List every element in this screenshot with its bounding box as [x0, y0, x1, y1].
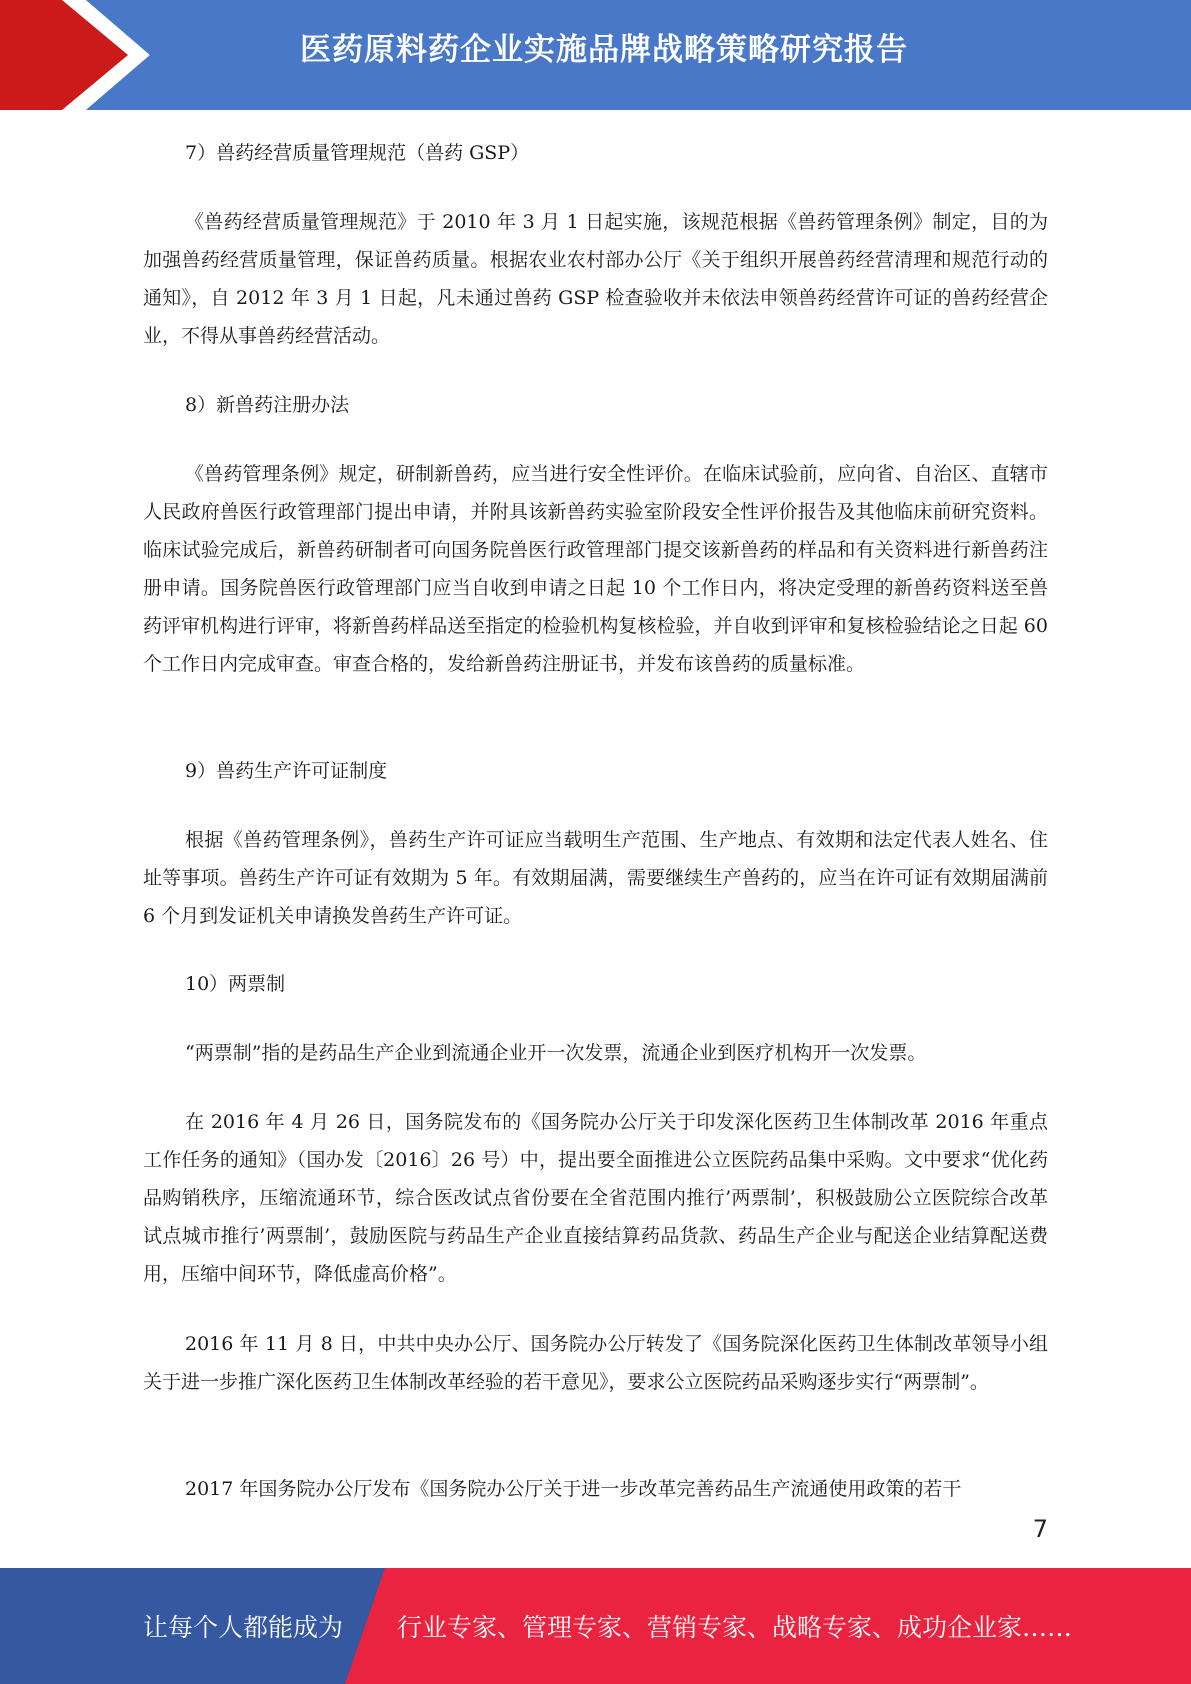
section-heading-new-vet-drug: 8）新兽药注册办法: [185, 394, 350, 416]
page-number: 7: [1032, 1515, 1048, 1543]
paragraph-two-invoice-2016-april: 在 2016 年 4 月 26 日，国务院发布的《国务院办公厅关于印发深化医药卫生体制改革 2016 年重点工作任务的通知》（国办发〔2016〕26 号）中，提出要全面推进公立医院药品集中采购。文中要求“优化药品购销秩序，压缩流通环节，综合医改试点省份要在全省范围内推行’两票制’，积极鼓励公立医院综合改革试点城市推行’两票制’，鼓励医院与药品生产企业直接结算药品货款、药品生产企业与配送企业结算配送费用，压缩中间环节，降低虚高价格”。: [143, 1111, 1048, 1285]
paragraph-two-invoice-definition: “两票制”指的是药品生产企业到流通企业开一次发票，流通企业到医疗机构开一次发票。: [185, 1042, 927, 1064]
paragraph-production-license: 根据《兽药管理条例》，兽药生产许可证应当载明生产范围、生产地点、有效期和法定代表人姓名、住址等事项。兽药生产许可证有效期为 5 年。有效期届满，需要继续生产兽药的，应当在许可证有效期届满前 6 个月到发证机关申请换发兽药生产许可证。: [143, 829, 1048, 927]
page-header: [0, 0, 1191, 110]
section-heading-two-invoice: 10）两票制: [185, 973, 286, 995]
section-heading-production-license: 9）兽药生产许可证制度: [185, 760, 388, 782]
paragraph-new-vet-drug: 《兽药管理条例》规定，研制新兽药，应当进行安全性评价。在临床试验前，应向省、自治区、直辖市人民政府兽医行政管理部门提出申请，并附具该新兽药实验室阶段安全性评价报告及其他临床前研究资料。临床试验完成后，新兽药研制者可向国务院兽医行政管理部门提交该新兽药的样品和有关资料进行新兽药注册申请。国务院兽医行政管理部门应当自收到申请之日起 10 个工作日内，将决定受理的新兽药资料送至兽药评审机构进行评审，将新兽药样品送至指定的检验机构复核检验，并自收到评审和复核检验结论之日起 60 个工作日内完成审查。审查合格的，发给新兽药注册证书，并发布该兽药的质量标准。: [143, 463, 1048, 675]
footer-slogan-right: 行业专家、管理专家、营销专家、战略专家、成功企业家……: [397, 1613, 1073, 1642]
page-footer: [0, 1568, 1191, 1684]
footer-slogan-left: 让每个人都能成为: [143, 1613, 344, 1642]
paragraph-gsp: 《兽药经营质量管理规范》于 2010 年 3 月 1 日起实施，该规范根据《兽药管理条例》制定，目的为加强兽药经营质量管理，保证兽药质量。根据农业农村部办公厅《关于组织开展兽药经营清理和规范行动的通知》，自 2012 年 3 月 1 日起，凡未通过兽药 GSP 检查验收并未依法申领兽药经营许可证的兽药经营企业，不得从事兽药经营活动。: [143, 211, 1048, 347]
report-title: 医药原料药企业实施品牌战略策略研究报告: [300, 32, 908, 68]
paragraph-two-invoice-2017: 2017 年国务院办公厅发布《国务院办公厅关于进一步改革完善药品生产流通使用政策的若干: [185, 1478, 962, 1500]
paragraph-two-invoice-2016-november: 2016 年 11 月 8 日，中共中央办公厅、国务院办公厅转发了《国务院深化医药卫生体制改革领导小组关于进一步推广深化医药卫生体制改革经验的若干意见》，要求公立医院药品采购逐步实行“两票制”。: [143, 1333, 1048, 1393]
section-heading-gsp: 7）兽药经营质量管理规范（兽药 GSP）: [185, 142, 530, 164]
